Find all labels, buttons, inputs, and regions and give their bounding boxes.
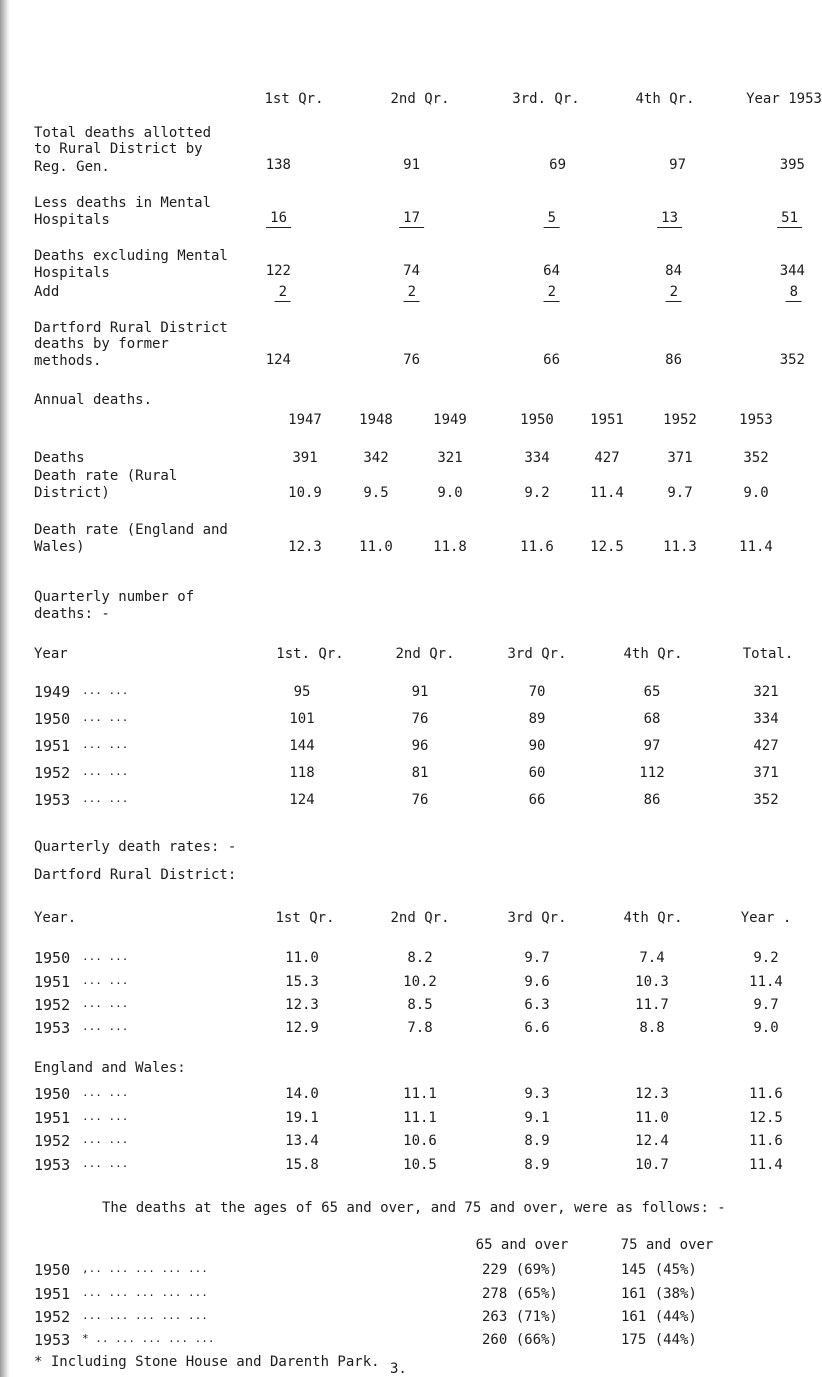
rates-england-cell: 10.5 bbox=[403, 1157, 437, 1173]
rates-rural-cell: 8.5 bbox=[407, 997, 433, 1013]
rates-rural-cell: 9.7 bbox=[753, 997, 779, 1013]
summary-cell: 2 bbox=[404, 284, 420, 302]
quarterly-numbers-cell: 66 bbox=[528, 792, 546, 808]
summary-cell: 395 bbox=[779, 157, 805, 173]
rates-england-cell: 8.9 bbox=[524, 1157, 550, 1173]
ages-year: 1953 bbox=[34, 1331, 71, 1349]
dot-leader: ... ... bbox=[82, 765, 129, 778]
rates-england-year: 1950 bbox=[34, 1085, 71, 1103]
annual-cell: 334 bbox=[524, 450, 550, 466]
quarterly-numbers-cell: 95 bbox=[293, 684, 311, 700]
annual-year: 1947 bbox=[288, 412, 322, 428]
rates-rural-cell: 9.7 bbox=[524, 950, 550, 966]
rates-england-cell: 12.5 bbox=[749, 1110, 783, 1126]
rates-rural-cell: 10.3 bbox=[635, 974, 669, 990]
summary-cell: 2 bbox=[544, 284, 560, 302]
dot-leader: ... ... bbox=[82, 792, 129, 805]
dot-leader: ... ... bbox=[82, 711, 129, 724]
quarterly-numbers-header: 2nd Qr. bbox=[395, 646, 455, 662]
annual-row-label: Wales) bbox=[34, 539, 85, 555]
rates-england-cell: 9.1 bbox=[524, 1110, 550, 1126]
summary-row-label: methods. bbox=[34, 353, 102, 369]
quarterly-numbers-cell: 76 bbox=[411, 792, 429, 808]
quarterly-numbers-cell: 118 bbox=[289, 765, 315, 781]
rates-rural-cell: 7.8 bbox=[407, 1020, 433, 1036]
annual-year: 1952 bbox=[663, 412, 697, 428]
summary-header-q2: 2nd Qr. bbox=[390, 91, 450, 107]
quarterly-numbers-title: deaths: - bbox=[34, 606, 110, 622]
annual-cell: 427 bbox=[594, 450, 620, 466]
summary-row-label: Reg. Gen. bbox=[34, 159, 110, 175]
rates-england-cell: 11.6 bbox=[749, 1086, 783, 1102]
quarterly-numbers-cell: 60 bbox=[528, 765, 546, 781]
summary-cell: 74 bbox=[403, 263, 420, 279]
annual-cell: 11.6 bbox=[520, 539, 554, 555]
quarterly-numbers-year: 1949 bbox=[34, 683, 71, 701]
rates-rural-cell: 11.7 bbox=[635, 997, 669, 1013]
summary-cell: 138 bbox=[265, 157, 291, 173]
rates-england-cell: 10.7 bbox=[635, 1157, 669, 1173]
summary-header-q4: 4th Qr. bbox=[635, 91, 695, 107]
summary-cell: 16 bbox=[266, 210, 291, 228]
quarterly-numbers-cell: 124 bbox=[289, 792, 315, 808]
annual-cell: 11.8 bbox=[433, 539, 467, 555]
dot-leader: ... ... bbox=[82, 950, 129, 963]
ages-cell: 229 (69%) bbox=[482, 1262, 558, 1278]
rates-england-cell: 11.4 bbox=[749, 1157, 783, 1173]
summary-cell: 86 bbox=[665, 352, 682, 368]
summary-header-year: Year 1953 bbox=[746, 91, 822, 107]
rates-rural-cell: 7.4 bbox=[639, 950, 665, 966]
ages-cell: 175 (44%) bbox=[621, 1332, 697, 1348]
summary-row-label: Hospitals bbox=[34, 265, 110, 281]
rates-rural-cell: 12.9 bbox=[285, 1020, 319, 1036]
annual-cell: 342 bbox=[363, 450, 389, 466]
summary-row-label: to Rural District by bbox=[34, 141, 203, 157]
summary-cell: 344 bbox=[779, 263, 805, 279]
rates-rural-cell: 6.6 bbox=[524, 1020, 550, 1036]
summary-cell: 352 bbox=[779, 352, 805, 368]
summary-cell: 17 bbox=[399, 210, 424, 228]
rates-england-cell: 19.1 bbox=[285, 1110, 319, 1126]
dot-leader: ... ... bbox=[82, 684, 129, 697]
footnote: * Including Stone House and Darenth Park. bbox=[34, 1354, 380, 1370]
rates-england-cell: 11.0 bbox=[635, 1110, 669, 1126]
quarterly-numbers-title: Quarterly number of bbox=[34, 589, 195, 605]
summary-row-label: Hospitals bbox=[34, 212, 110, 228]
quarterly-numbers-cell: 97 bbox=[643, 738, 661, 754]
summary-row-label: Deaths excluding Mental bbox=[34, 248, 228, 264]
rates-england-cell: 11.1 bbox=[403, 1110, 437, 1126]
quarterly-numbers-cell: 96 bbox=[411, 738, 429, 754]
dot-leader: ... ... bbox=[82, 1020, 129, 1033]
dot-leader: ... ... ... ... ... bbox=[82, 1286, 208, 1299]
summary-cell: 97 bbox=[669, 157, 686, 173]
summary-cell: 5 bbox=[544, 210, 560, 228]
quarterly-rates-header: 4th Qr. bbox=[623, 910, 683, 926]
rates-rural-cell: 8.2 bbox=[407, 950, 433, 966]
quarterly-numbers-cell: 86 bbox=[643, 792, 661, 808]
quarterly-numbers-cell: 81 bbox=[411, 765, 429, 781]
ages-cell: 161 (38%) bbox=[621, 1286, 697, 1302]
annual-cell: 9.5 bbox=[363, 485, 389, 501]
annual-cell: 9.2 bbox=[524, 485, 550, 501]
page-edge-shadow bbox=[0, 0, 10, 1377]
summary-cell: 64 bbox=[543, 263, 560, 279]
ages-cell: 145 (45%) bbox=[621, 1262, 697, 1278]
summary-header-q3: 3rd. Qr. bbox=[512, 91, 580, 107]
dot-leader: ... ... bbox=[82, 997, 129, 1010]
annual-year: 1949 bbox=[433, 412, 467, 428]
rates-rural-cell: 6.3 bbox=[524, 997, 550, 1013]
summary-row-label: Dartford Rural District bbox=[34, 320, 228, 336]
dot-leader: ... ... bbox=[82, 738, 129, 751]
rates-england-year: 1951 bbox=[34, 1109, 71, 1127]
quarterly-numbers-year: 1952 bbox=[34, 764, 71, 782]
annual-cell: 11.4 bbox=[590, 485, 624, 501]
annual-year: 1951 bbox=[590, 412, 624, 428]
rates-rural-cell: 10.2 bbox=[403, 974, 437, 990]
rates-rural-year: 1950 bbox=[34, 949, 71, 967]
rates-england-cell: 11.6 bbox=[749, 1133, 783, 1149]
summary-cell: 13 bbox=[657, 210, 682, 228]
rates-england-cell: 11.1 bbox=[403, 1086, 437, 1102]
quarterly-numbers-year: 1950 bbox=[34, 710, 71, 728]
summary-cell: 2 bbox=[275, 284, 291, 302]
quarterly-numbers-cell: 89 bbox=[528, 711, 546, 727]
ages-cell: 161 (44%) bbox=[621, 1309, 697, 1325]
summary-cell: 69 bbox=[549, 157, 566, 173]
ages-cell: 278 (65%) bbox=[482, 1286, 558, 1302]
summary-header-q1: 1st Qr. bbox=[264, 91, 324, 107]
rates-england-year: 1952 bbox=[34, 1132, 71, 1150]
annual-cell: 12.3 bbox=[288, 539, 322, 555]
summary-cell: 122 bbox=[265, 263, 291, 279]
summary-cell: 66 bbox=[543, 352, 560, 368]
ages-intro: The deaths at the ages of 65 and over, and 75 and over, were as follows: - bbox=[102, 1200, 726, 1216]
rates-england-cell: 12.4 bbox=[635, 1133, 669, 1149]
summary-cell: 2 bbox=[666, 284, 682, 302]
quarterly-rates-header: Year . bbox=[740, 910, 792, 926]
ages-year: 1952 bbox=[34, 1308, 71, 1326]
quarterly-rates-title: Quarterly death rates: - bbox=[34, 839, 237, 855]
ages-cell: 260 (66%) bbox=[482, 1332, 558, 1348]
quarterly-numbers-cell: 90 bbox=[528, 738, 546, 754]
rates-rural-cell: 9.2 bbox=[753, 950, 779, 966]
summary-row-label: Less deaths in Mental bbox=[34, 195, 212, 211]
quarterly-numbers-cell: 352 bbox=[753, 792, 779, 808]
rates-rural-year: 1951 bbox=[34, 973, 71, 991]
rates-england-cell: 13.4 bbox=[285, 1133, 319, 1149]
annual-row-label: Death rate (England and bbox=[34, 522, 228, 538]
rates-england-cell: 8.9 bbox=[524, 1133, 550, 1149]
quarterly-numbers-header: 1st. Qr. bbox=[276, 646, 344, 662]
quarterly-numbers-year: 1953 bbox=[34, 791, 71, 809]
dot-leader: ... ... bbox=[82, 1086, 129, 1099]
annual-cell: 321 bbox=[437, 450, 463, 466]
quarterly-numbers-cell: 76 bbox=[411, 711, 429, 727]
rates-rural-year: 1952 bbox=[34, 996, 71, 1014]
summary-cell: 124 bbox=[265, 352, 291, 368]
annual-cell: 9.7 bbox=[667, 485, 693, 501]
quarterly-numbers-year: 1951 bbox=[34, 737, 71, 755]
annual-cell: 11.0 bbox=[359, 539, 393, 555]
rates-england-cell: 15.8 bbox=[285, 1157, 319, 1173]
summary-cell: 76 bbox=[403, 352, 420, 368]
quarterly-numbers-cell: 371 bbox=[753, 765, 779, 781]
annual-cell: 12.5 bbox=[590, 539, 624, 555]
annual-row-label: District) bbox=[34, 485, 110, 501]
quarterly-numbers-cell: 70 bbox=[528, 684, 546, 700]
rates-rural-cell: 9.6 bbox=[524, 974, 550, 990]
summary-cell: 8 bbox=[786, 284, 802, 302]
ages-year: 1950 bbox=[34, 1261, 71, 1279]
rates-england-cell: 9.3 bbox=[524, 1086, 550, 1102]
annual-row-label: Deaths bbox=[34, 450, 85, 466]
quarterly-numbers-cell: 68 bbox=[643, 711, 661, 727]
dot-leader: ... ... bbox=[82, 1133, 129, 1146]
rates-england-cell: 10.6 bbox=[403, 1133, 437, 1149]
annual-year: 1948 bbox=[359, 412, 393, 428]
summary-cell: 51 bbox=[777, 210, 802, 228]
rates-england-cell: 14.0 bbox=[285, 1086, 319, 1102]
summary-row-label: Add bbox=[34, 284, 60, 300]
england-wales-title: England and Wales: bbox=[34, 1060, 186, 1076]
quarterly-numbers-cell: 144 bbox=[289, 738, 315, 754]
quarterly-rates-header: 3rd Qr. bbox=[507, 910, 567, 926]
ages-year: 1951 bbox=[34, 1285, 71, 1303]
quarterly-numbers-cell: 334 bbox=[753, 711, 779, 727]
quarterly-numbers-header: 4th Qr. bbox=[623, 646, 683, 662]
rates-rural-cell: 11.0 bbox=[285, 950, 319, 966]
annual-cell: 10.9 bbox=[288, 485, 322, 501]
page-number: 3. bbox=[390, 1361, 407, 1377]
quarterly-numbers-cell: 112 bbox=[639, 765, 665, 781]
quarterly-numbers-cell: 65 bbox=[643, 684, 661, 700]
dot-leader: ... ... ... ... ... bbox=[82, 1309, 208, 1322]
ages-header-65: 65 and over bbox=[475, 1237, 569, 1253]
dot-leader: ... ... bbox=[82, 974, 129, 987]
quarterly-rates-header: Year. bbox=[34, 910, 77, 926]
annual-cell: 9.0 bbox=[437, 485, 463, 501]
quarterly-numbers-cell: 427 bbox=[753, 738, 779, 754]
quarterly-numbers-cell: 101 bbox=[289, 711, 315, 727]
rates-rural-cell: 11.4 bbox=[749, 974, 783, 990]
dot-leader: * .. ... ... ... ... bbox=[82, 1332, 215, 1345]
dot-leader: ,.. ... ... ... ... bbox=[82, 1262, 208, 1275]
rates-rural-cell: 9.0 bbox=[753, 1020, 779, 1036]
annual-cell: 391 bbox=[292, 450, 318, 466]
rates-rural-cell: 8.8 bbox=[639, 1020, 665, 1036]
annual-cell: 11.4 bbox=[739, 539, 773, 555]
annual-year: 1953 bbox=[739, 412, 773, 428]
annual-cell: 352 bbox=[743, 450, 769, 466]
summary-cell: 84 bbox=[665, 263, 682, 279]
rates-rural-year: 1953 bbox=[34, 1019, 71, 1037]
annual-cell: 9.0 bbox=[743, 485, 769, 501]
quarterly-rates-header: 1st Qr. bbox=[275, 910, 335, 926]
annual-row-label: Death rate (Rural bbox=[34, 468, 178, 484]
quarterly-numbers-cell: 91 bbox=[411, 684, 429, 700]
quarterly-rates-header: 2nd Qr. bbox=[390, 910, 450, 926]
summary-row-label: Total deaths allotted bbox=[34, 125, 212, 141]
annual-year: 1950 bbox=[520, 412, 554, 428]
annual-cell: 11.3 bbox=[663, 539, 697, 555]
ages-header-75: 75 and over bbox=[620, 1237, 714, 1253]
quarterly-rates-subtitle: Dartford Rural District: bbox=[34, 867, 237, 883]
rates-rural-cell: 15.3 bbox=[285, 974, 319, 990]
annual-title: Annual deaths. bbox=[34, 392, 153, 408]
rates-england-cell: 12.3 bbox=[635, 1086, 669, 1102]
dot-leader: ... ... bbox=[82, 1157, 129, 1170]
quarterly-numbers-header: Year bbox=[34, 646, 68, 662]
dot-leader: ... ... bbox=[82, 1110, 129, 1123]
rates-england-year: 1953 bbox=[34, 1156, 71, 1174]
ages-cell: 263 (71%) bbox=[482, 1309, 558, 1325]
summary-row-label: deaths by former bbox=[34, 336, 169, 352]
quarterly-numbers-header: 3rd Qr. bbox=[507, 646, 567, 662]
rates-rural-cell: 12.3 bbox=[285, 997, 319, 1013]
annual-cell: 371 bbox=[667, 450, 693, 466]
quarterly-numbers-cell: 321 bbox=[753, 684, 779, 700]
summary-cell: 91 bbox=[403, 157, 420, 173]
quarterly-numbers-header: Total. bbox=[742, 646, 794, 662]
